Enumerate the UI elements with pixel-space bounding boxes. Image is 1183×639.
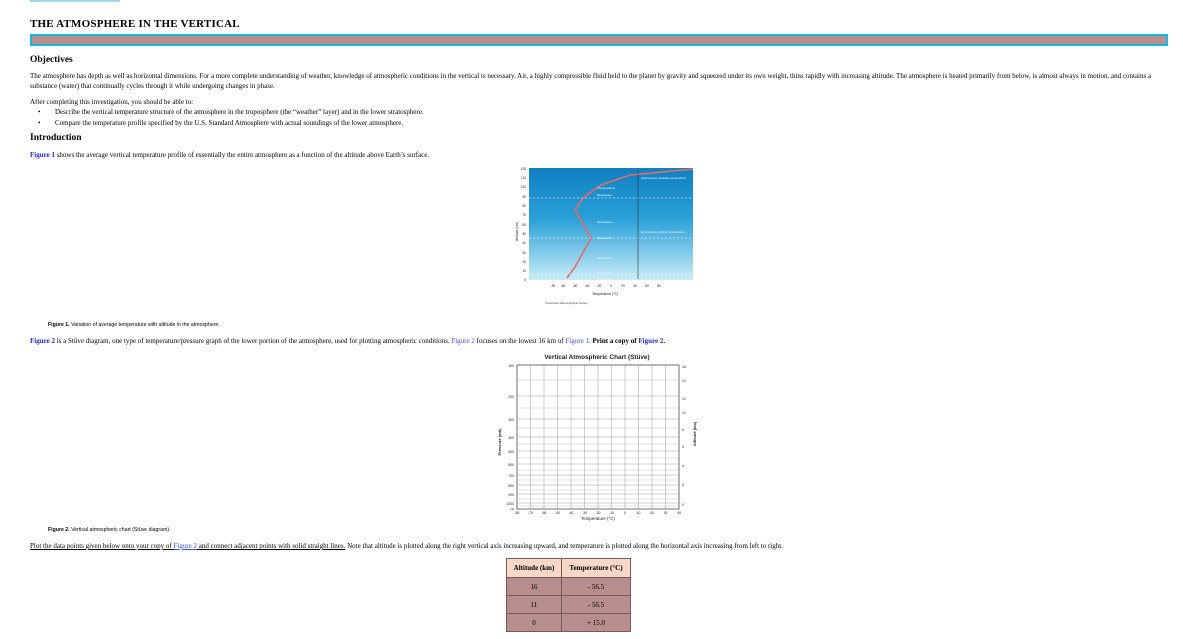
table-cell: - 56.5 [562,578,631,596]
temperature-tick-label: 0 [624,511,626,515]
figure2-corner-label: mb [510,507,515,511]
objectives-paragraph: The atmosphere has depth as well as horizontal dimensions. For a more complete understanding of weather, knowledge of atmospheric conditions in the vertical is necessary. Air, a highly compressible fluid held to the planet by gravity and squeezed under its own weight, thins rapidly with increasing altitude. The atmosphere is heated primarily from below, is almost always in motion, and contains a substance (water) that continually cycles through it while undergoing changes in phase. [30,72,1152,90]
x-tick-label: 40 [633,284,637,288]
pressure-tick-label: 700 [508,474,514,478]
y-tick-label: 70 [522,213,526,217]
altitude-tick-label: 0 [682,503,684,507]
y-tick-label: 10 [522,269,526,273]
x-tick-label: -60 [572,284,578,288]
temperature-tick-label: -10 [609,511,614,515]
altitude-tick-label: 2 [682,483,684,487]
figure2-caption-label: Figure 2. [48,527,70,533]
list-item: • Describe the vertical temperature structure of the atmosphere in the troposphere (the “weather” layer) and in the lower stratosphere. [38,107,424,118]
paragraph-text: . [589,337,593,345]
layer-label: Troposphere [597,277,613,281]
x-tick-label: 80 [657,284,661,288]
temperature-tick-label: 40 [677,511,681,515]
temperature-tick-label: -60 [541,511,547,515]
paragraph-text: is a Stüve diagram, one type of temperature/pressure graph of the lower portion of the atmosphere, used for plotting atmospheric conditions. [54,337,452,345]
figure2-caption-text: Vertical atmospheric chart (Stüve diagram). [69,527,171,533]
table-cell: + 15.0 [562,614,631,632]
altitude-tick-label: 10 [682,411,686,415]
figure2-right-axis-label: Altitude (km) [692,421,697,447]
figure2-left-axis-label: Pressure (mb) [497,428,502,456]
altitude-tick-label: 14 [682,379,686,383]
figure1-caption-label: Figure 1. [48,322,70,328]
pressure-ticks [506,364,514,506]
temperature-tick-label: -40 [568,511,574,515]
figure1-x-axis-label: Temperature (°C) [591,292,619,296]
page-title: THE ATMOSPHERE IN THE VERTICAL [30,18,240,30]
figure2-link[interactable]: Figure 2 [451,337,475,345]
top-accent-line [30,0,120,2]
print-instruction: Print a copy of [592,337,639,345]
x-tick-label: -40 [584,284,590,288]
layer-label: Mesopause [597,193,612,197]
y-tick-label: 100 [520,185,526,189]
y-tick-label: 90 [522,195,526,199]
figure1-image [505,163,705,323]
table-cell: - 56.5 [562,596,631,614]
table-row [507,578,631,596]
figure2-link[interactable]: Figure 2 [30,337,55,345]
figure2-reference-paragraph [30,337,665,347]
altitude-tick-label: 16 [682,365,686,369]
temperature-tick-label: -20 [595,511,601,515]
table-header-row [507,559,631,578]
figure1-x-ticks [551,284,661,288]
paragraph-text: focuses on the lowest 16 km of [474,337,566,345]
y-tick-label: 50 [522,232,526,236]
temperature-tick-label: -80 [514,511,520,515]
figure1-caption-text: Variation of average temperature with altitude in the atmosphere. [69,322,220,328]
altitude-tick-label: 6 [682,445,684,449]
introduction-heading: Introduction [30,133,82,143]
x-tick-label: -80 [560,284,566,288]
table-cell: 16 [507,578,562,596]
altitude-tick-label: 4 [682,464,684,468]
x-tick-label: -90 [550,284,556,288]
title-banner [30,34,1168,46]
table-header-altitude: Altitude (km) [507,559,562,578]
data-table [506,558,631,632]
objectives-intro: After completing this investigation, you should be able to: [30,98,194,106]
layer-label: Mesosphere [597,220,613,224]
pressure-tick-label: 1000 [506,502,514,506]
figure2-link[interactable]: Figure 2 [173,542,198,550]
paragraph-text: . [663,337,666,345]
y-tick-label: 80 [522,204,526,208]
figure2-link[interactable]: Figure 2 [638,337,664,345]
x-tick-label: 0 [610,284,612,288]
figure1-sky-panel [529,168,693,280]
figure2-x-axis-label: Temperature (°C) [581,516,615,521]
temperature-ticks [515,511,681,515]
objectives-heading: Objectives [30,55,73,65]
list-item: • Compare the temperature profile specified by the U.S. Standard Atmosphere with actual soundings of the lower atmosphere. [38,118,424,129]
layer-label: Stratopause [597,236,613,240]
plot-instruction-text: Note that altitude is plotted along the right vertical axis increasing upward, and temperature is plotted along the horizontal axis increasing from left to right. [345,542,783,550]
y-tick-label: 30 [522,251,526,255]
figure1-y-axis-label: Altitude (km) [515,221,519,241]
figure2-stuve-chart [495,350,700,528]
pressure-tick-label: 400 [508,436,514,440]
temperature-tick-label: 10 [636,511,641,515]
pressure-tick-label: 600 [508,463,514,467]
plot-instruction-underlined: and connect adjacent points with solid straight lines. [197,542,346,550]
y-tick-label: 40 [522,241,526,245]
temperature-tick-label: 20 [650,511,654,515]
figure1-link[interactable]: Figure 1 [30,151,55,159]
y-tick-label: 60 [522,223,526,227]
temperature-tick-label: -70 [528,511,533,515]
figure1-reference-paragraph [30,151,429,161]
table-cell: 0 [507,614,562,632]
layer-label: Tropopause [597,271,612,275]
table-row [507,614,631,632]
temperature-tick-label: -50 [555,511,560,515]
altitude-tick-label: 12 [682,397,686,401]
layer-label: Stratosphere [597,256,614,260]
figure1-y-ticks [521,167,527,282]
figure1-credit: ©American Meteorological Society [545,301,588,305]
region-label: Heterosphere (variable composition) [641,176,687,180]
pressure-tick-label: 900 [508,493,514,497]
pressure-tick-label: 100 [508,364,514,368]
y-tick-label: 120 [520,167,526,171]
x-tick-label: 60 [645,284,649,288]
figure1-link[interactable]: Figure 1 [565,337,589,345]
y-tick-label: 0 [524,278,526,282]
plot-instructions-paragraph [30,542,783,552]
y-tick-label: 110 [520,176,526,180]
layer-label: Thermosphere [597,186,616,190]
table-row [507,596,631,614]
plot-instruction-underlined: Plot the data points given below onto your copy of [30,542,174,550]
objectives-list [38,107,424,128]
pressure-tick-label: 800 [508,484,514,488]
table-header-temperature: Temperature (°C) [562,559,631,578]
pressure-tick-label: 200 [508,395,514,399]
altitude-tick-label: 8 [682,428,684,432]
region-label: Homosphere (uniform composition) [641,230,685,234]
x-tick-label: 20 [621,284,625,288]
x-tick-label: -20 [596,284,602,288]
figure2-title: Vertical Atmospheric Chart (Stüve) [544,354,650,361]
figure2-caption [48,527,171,533]
pressure-tick-label: 500 [508,450,514,454]
temperature-tick-label: 30 [663,511,668,515]
figure1-caption [48,322,220,328]
table-cell: 11 [507,596,562,614]
altitude-ticks [682,365,686,507]
temperature-tick-label: -30 [582,511,587,515]
pressure-tick-label: 300 [508,418,514,422]
y-tick-label: 20 [522,260,526,264]
figure1-reference-text: shows the average vertical temperature profile of essentially the entire atmosphere as a function of the altitude above Earth’s surface. [54,151,430,159]
